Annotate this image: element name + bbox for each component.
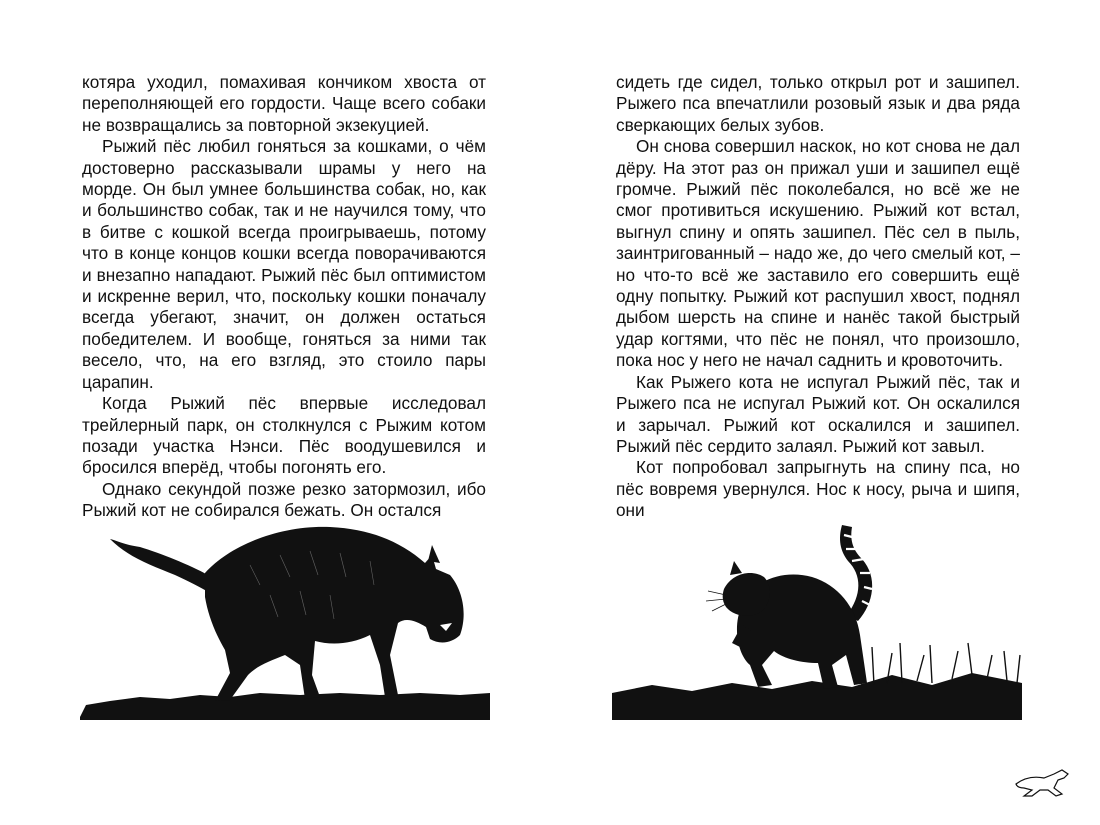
paragraph: Он снова совершил наскок, но кот снова не дал дёру. На этот раз он прижал уши и зашипел ещё громче. Рыжий пёс поколебался, но всё же не смог противиться искушению. Рыжий кот встал, выгнул спину и опять зашипел. Пёс сел в пыль, заинтригованный – надо же, до чего смелый кот, – но что-то всё же заставило его совершить ещё одну попытку. Рыжий кот распушил хвост, поднял дыбом шерсть на спине и нанёс такой быстрый удар когтями, что пёс не понял, что произошло, пока нос у него не начал саднить и кровоточить. [616,136,1020,371]
dog-illustration [80,505,490,720]
running-dog-icon [1010,760,1076,800]
cat-illustration [612,515,1022,720]
paragraph: сидеть где сидел, только открыл рот и зашипел. Рыжего пса впечатлили розовый язык и два ряда сверкающих белых зубов. [616,72,1020,135]
right-page [616,72,1020,522]
paragraph: Однако секундой позже резко затормозил, ибо Рыжий кот не собирался бежать. Он остался [82,478,486,521]
paragraph: котяра уходил, помахивая кончиком хвоста от переполняющей его гордости. Чаще всего собаки не возвращались за повторной экзекуцией. [82,72,486,135]
left-page [82,72,486,522]
paragraph: Когда Рыжий пёс впервые исследовал трейлерный парк, он столкнулся с Рыжим котом позади участка Нэнси. Пёс воодушевился и бросился вперёд, чтобы погонять его. [82,393,486,478]
paragraph: Рыжий пёс любил гоняться за кошками, о чём достоверно рассказывали шрамы у него на морде. Он был умнее большинства собак, но, как и большинство собак, так и не научился тому, что в битве с кошкой всегда проигрываешь, потому что в конце концов кошки всегда поворачиваются и внезапно нападают. Рыжий пёс был оптимистом и искренне верил, что, поскольку кошки поначалу всегда убегают, значит, он должен остаться победителем. И вообще, гоняться за ними так весело, что, на его взгляд, это стоило пары царапин. [82,136,486,392]
paragraph: Как Рыжего кота не испугал Рыжий пёс, так и Рыжего пса не испугал Рыжий кот. Он оскалился и зарычал. Рыжий кот оскалился и зашипел. Рыжий пёс сердито залаял. Рыжий кот завыл. [616,371,1020,456]
paragraph: Кот попробовал запрыгнуть на спину пса, но пёс вовремя увернулся. Нос к носу, рыча и шипя, они [616,457,1020,521]
